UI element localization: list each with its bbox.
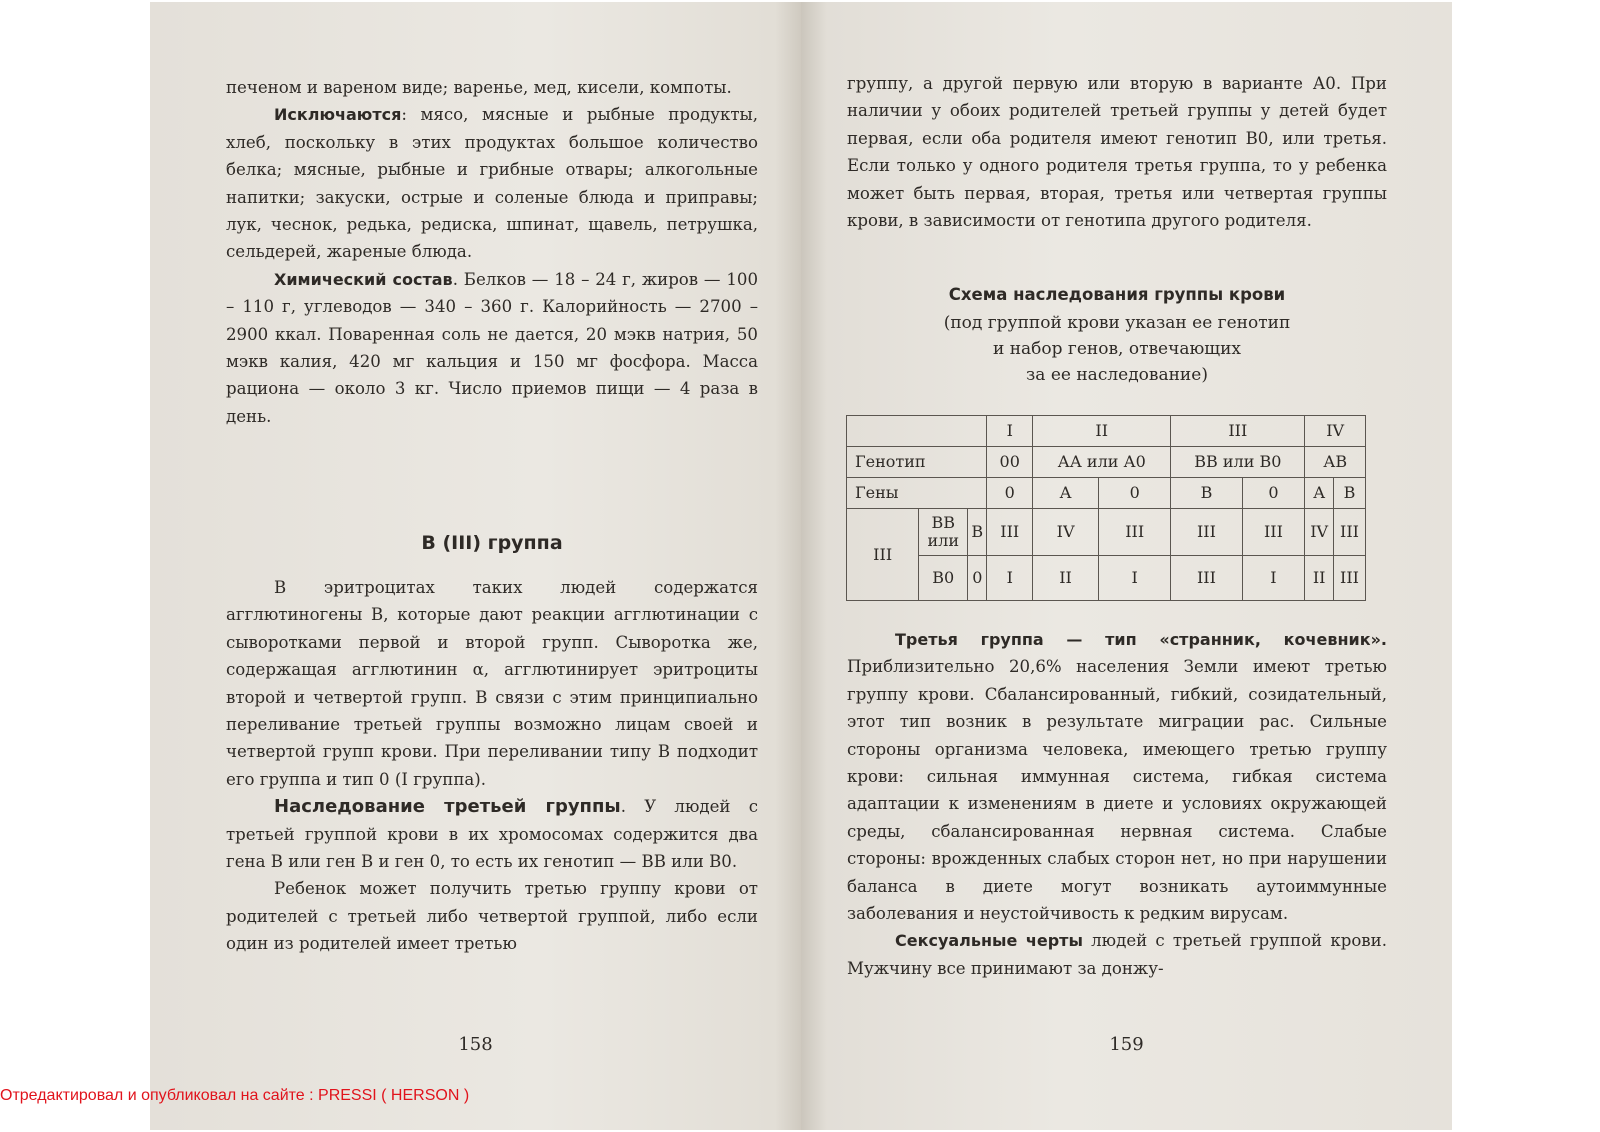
table-cell: 0	[1242, 478, 1305, 509]
page-number-right: 159	[1109, 1034, 1144, 1055]
table-cell: IV	[1305, 509, 1334, 556]
table-cell: 0	[987, 478, 1033, 509]
table-cell: IV	[1033, 509, 1099, 556]
paragraph-continuation: группу, а другой первую или вторую в варианте А0. При наличии у обоих родителей третьей группы у детей будет первая, если оба родителя имеют генотип В0, или третья. Если только у одного родителя третья группа, то у ребенка может быть первая, вторая, третья или четвертая группы крови, в зависимости от генотипа другого родителя.	[847, 74, 1387, 231]
right-page	[801, 2, 1452, 1130]
table-cell: III	[1334, 556, 1366, 601]
paragraph-chemical: Химический состав. Белков — 18 – 24 г, жиров — 100 – 110 г, углеводов — 340 – 360 г. Калорийность — 2700 – 2900 ккал. Поваренная соль не дается, 20 мэкв натрия, 50 мэкв калия, 420 мг кальция и 150 мг фосфора. Масса рациона — около 3 кг. Число приемов пищи — 4 раза в день.	[226, 269, 758, 426]
table-cell: АВ	[1305, 447, 1366, 478]
table-row-0	[847, 556, 1366, 601]
paragraph-excluded: Исключаются: мясо, мясные и рыбные продукты, хлеб, поскольку в этих продуктах большое количество белка; мясные, рыбные и грибные отвары; алкогольные напитки; закуски, острые и соленые блюда и приправы; лук, чеснок, редька, редиска, шпинат, щавель, петрушка, сельдерей, жареные блюда.	[226, 105, 758, 262]
header-group-i: I	[987, 416, 1033, 447]
row-group-label: III	[847, 509, 919, 601]
right-text-block-top	[847, 70, 1387, 234]
table-cell: III	[987, 509, 1033, 556]
schema-caption	[847, 282, 1387, 388]
table-cell: В	[1171, 478, 1242, 509]
table-cell: III	[1099, 509, 1171, 556]
table-cell: I	[1242, 556, 1305, 601]
table-cell: II	[1305, 556, 1334, 601]
schema-subtitle-1: (под группой крови указан ее генотип	[943, 313, 1291, 333]
paragraph-intro: печеном и вареном виде; варенье, мед, кисели, компоты.	[226, 78, 732, 97]
page-number-left: 158	[458, 1034, 493, 1055]
paragraph-child: Ребенок может получить третью группу крови от родителей с третьей либо четвертой группой, либо если один из родителей имеет третью	[226, 879, 758, 954]
header-group-iii: III	[1171, 416, 1305, 447]
table-cell: III	[1242, 509, 1305, 556]
table-cell: 0	[1099, 478, 1171, 509]
paragraph-wanderer: Третья группа — тип «странник, кочевник». Приблизительно 20,6% населения Земли имеют третью группу крови. Сбалансированный, гибкий, созидательный, этот тип возник в результате миграции рас. Сильные стороны организма человека, имеющего третью группу крови: сильная иммунная система, гибкая система адаптации к изменениям в диете и условиях окружающей среды, сбалансированная нервная система. Слабые стороны: врожденных слабых сторон нет, но при нарушении баланса в диете могут возникать аутоиммунные заболевания и неустойчивость к редким вирусам.	[847, 630, 1387, 924]
inheritance-table	[846, 415, 1366, 601]
left-text-block-top	[226, 74, 758, 430]
gene-b-label: В	[968, 509, 987, 556]
paragraph-erythrocytes: В эритроцитах таких людей содержатся агглютиногены В, которые дают реакции агглютинации с сыворотками первой и второй групп. Сыворотка же, содержащая агглютинин α, агглютинирует эритроциты второй и четвертой групп. В связи с этим принципиально переливание третьей группы возможно лицам своей и четвертой групп крови. При переливании типу В подходит его группа и тип 0 (I группа).	[226, 578, 758, 789]
gene-0-label: 0	[968, 556, 987, 601]
table-cell: А	[1305, 478, 1334, 509]
genes-label: Гены	[847, 478, 987, 509]
publisher-credit: Отредактировал и опубликовал на сайте : PRESSI ( HERSON )	[0, 1087, 470, 1104]
paragraph-sexual: Сексуальные черты людей с третьей группой крови. Мужчину все принимают за донжу-	[847, 931, 1387, 978]
genotype-b0-label: В0	[919, 556, 968, 601]
table-cell: II	[1033, 556, 1099, 601]
schema-subtitle-3: за ее наследование)	[1026, 365, 1208, 385]
table-cell: 00	[987, 447, 1033, 478]
header-group-ii: II	[1033, 416, 1171, 447]
table-row-b	[847, 509, 1366, 556]
paragraph-inheritance: Наследование третьей группы. У людей с третьей группой крови в их хромосомах содержится два гена В или ген В и ген 0, то есть их генотип — ВВ или В0.	[226, 796, 758, 872]
header-group-iv: IV	[1305, 416, 1366, 447]
table-cell: В	[1334, 478, 1366, 509]
table-genes-row	[847, 478, 1366, 509]
table-cell: III	[1334, 509, 1366, 556]
genotype-label: Генотип	[847, 447, 987, 478]
table-cell: III	[1171, 556, 1242, 601]
section-heading: В (III) группа	[421, 532, 563, 554]
genotype-bb-label: ВВ или	[919, 509, 968, 556]
schema-subtitle-2: и набор генов, отвечающих	[992, 339, 1242, 359]
table-genotype-row	[847, 447, 1366, 478]
table-cell: I	[1099, 556, 1171, 601]
table-cell: I	[987, 556, 1033, 601]
table-cell: ВВ или В0	[1171, 447, 1305, 478]
book-spread	[150, 2, 1452, 1130]
table-header-row	[847, 416, 1366, 447]
left-text-block-bottom	[226, 574, 758, 958]
schema-title: Схема наследования группы крови	[948, 285, 1286, 304]
left-page	[150, 2, 801, 1130]
right-text-block-bottom	[847, 626, 1387, 982]
table-cell: А	[1033, 478, 1099, 509]
table-cell: АА или А0	[1033, 447, 1171, 478]
table-cell: III	[1171, 509, 1242, 556]
